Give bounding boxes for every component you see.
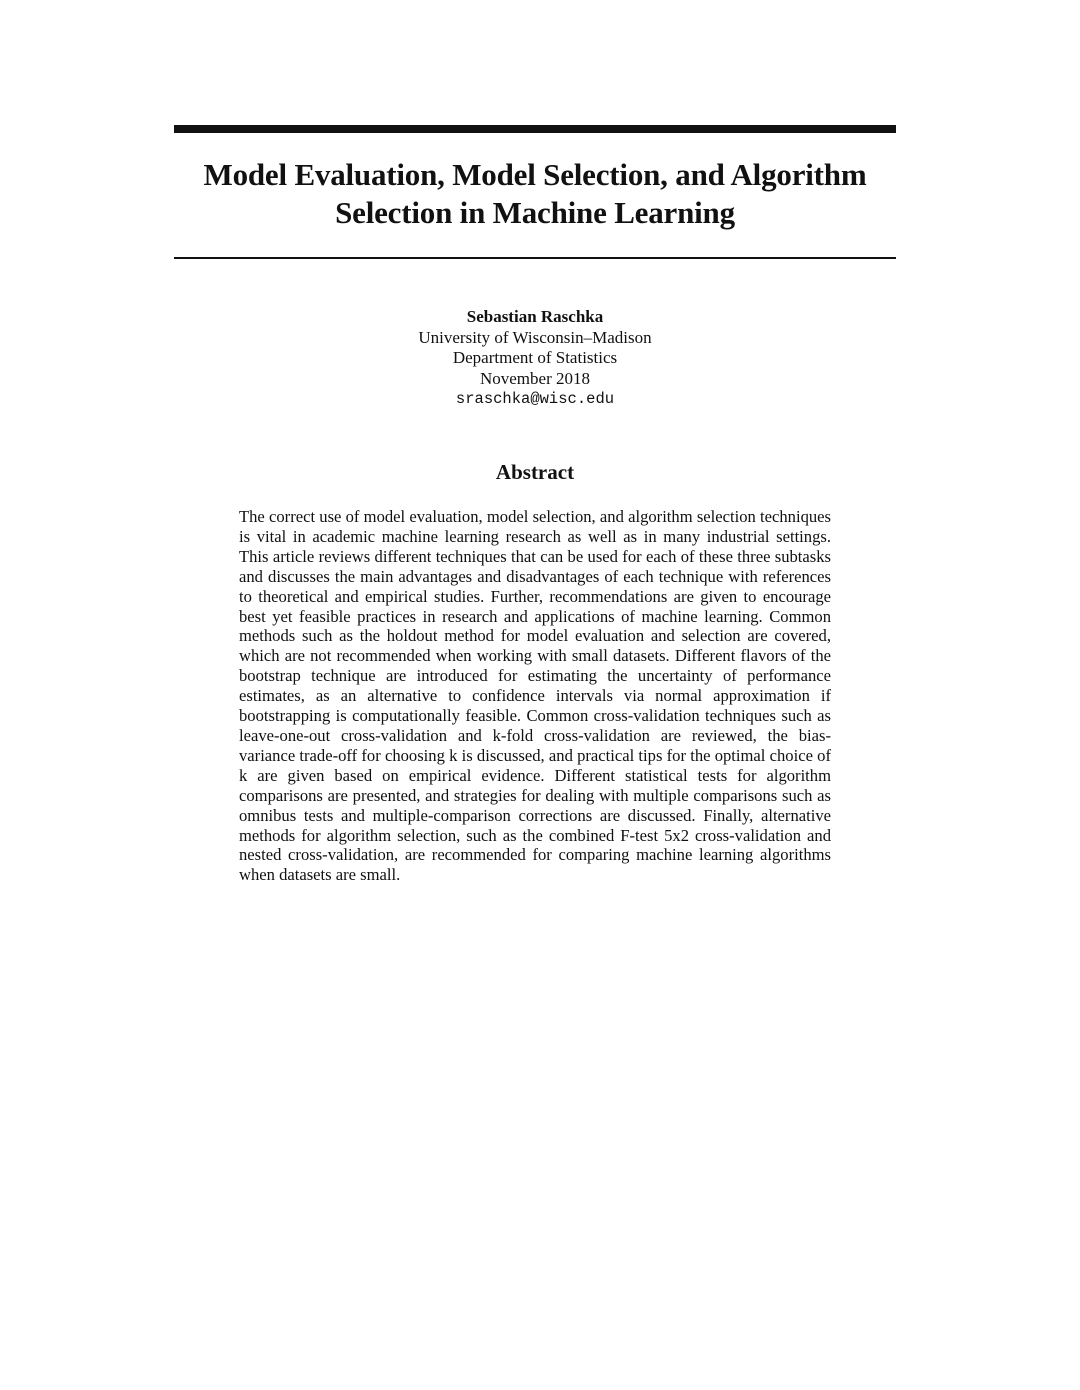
publication-date: November 2018 xyxy=(479,368,590,388)
author-email: sraschka@wisc.edu xyxy=(455,390,615,408)
abstract-heading: Abstract xyxy=(495,460,575,484)
paper-title: Model Evaluation, Model Selection, and Algorithm Selection in Machine Learning xyxy=(203,157,867,230)
abstract-text: The correct use of model evaluation, model selection, and algorithm selection techniques is vital in academic machine learning research as well as in many industrial settings. This article reviews different techniques that can be used for each of these three subtasks and discusses the main advantages and disadvantages of each technique with references to theoretical and empirical studies. Further, recommendations are given to encourage best yet feasible practices in research and applications of machine learning. Common methods such as the holdout method for model evaluation and selection are covered, which are not recommended when working with small datasets. Different flavors of the bootstrap technique are introduced for estimating the uncertainty of performance estimates, as an alternative to confidence intervals via normal approximation if bootstrapping is computationally feasible. Common cross-validation techniques such as leave-one-out cross-validation and k-fold cross-validation are reviewed, the bias-variance trade-off for choosing k is discussed, and practical tips for the optimal choice of k are given based on empirical evidence. Different statistical tests for algorithm comparisons are presented, and strategies for dealing with multiple comparisons such as omnibus tests and multiple-comparison corrections are discussed. Finally, alternative methods for algorithm selection, such as the combined F-test 5x2 cross-validation and nested cross-validation, are recommended for comparing machine learning algorithms when datasets are small. xyxy=(239,507,831,885)
title-bottom-rule xyxy=(174,257,896,259)
author-name: Sebastian Raschka xyxy=(466,307,604,326)
title-top-rule xyxy=(174,125,896,133)
author-block xyxy=(300,307,770,410)
author-department: Department of Statistics xyxy=(452,348,618,367)
author-affiliation: University of Wisconsin–Madison xyxy=(418,327,652,347)
